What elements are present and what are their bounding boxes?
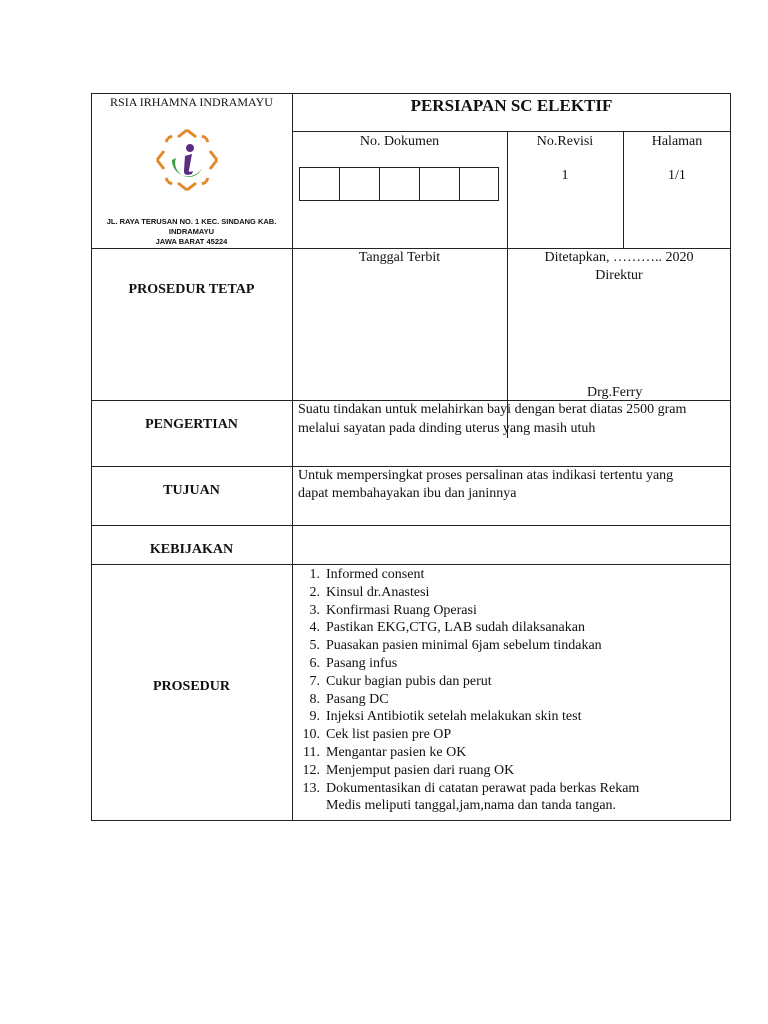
- tujuan-label: TUJUAN: [163, 483, 220, 498]
- list-item: [296, 726, 639, 744]
- list-number: 9.: [309, 709, 320, 725]
- list-item-continuation: Medis meliputi tanggal,jam,nama dan tanda tangan.: [326, 798, 617, 814]
- list-text: Cukur bagian pubis dan perut: [326, 673, 492, 689]
- list-item: [296, 744, 639, 762]
- list-number: 12.: [302, 762, 320, 778]
- pengertian-label: PENGERTIAN: [145, 417, 238, 432]
- list-number: 8.: [309, 691, 320, 707]
- list-item: [296, 602, 639, 620]
- list-text: Kinsul dr.Anastesi: [326, 584, 430, 600]
- list-number: 2.: [309, 584, 320, 600]
- no-revisi-value: 1: [561, 168, 569, 183]
- list-number: 13.: [302, 780, 320, 796]
- list-item: [296, 708, 639, 726]
- title-divider: [292, 131, 731, 132]
- list-text: Menjemput pasien dari ruang OK: [326, 762, 515, 778]
- list-item: [296, 584, 639, 602]
- prosedur-tetap-label: PROSEDUR TETAP: [128, 282, 255, 297]
- list-item: [296, 637, 639, 655]
- halaman-label: Halaman: [651, 134, 703, 149]
- row-divider: [91, 564, 731, 565]
- list-item: [296, 566, 639, 584]
- list-text: Cek list pasien pre OP: [326, 727, 452, 743]
- list-number: 5.: [309, 638, 320, 654]
- tanggal-terbit-label: Tanggal Terbit: [358, 250, 441, 265]
- address-line: JAWA BARAT 45224: [155, 237, 228, 246]
- direktur-text: Direktur: [595, 268, 643, 283]
- halaman-value: 1/1: [668, 168, 686, 183]
- no-dokumen-label: No. Dokumen: [359, 134, 440, 149]
- pengertian-text: Suatu tindakan untuk melahirkan bayi dengan berat diatas 2500 gram: [298, 402, 687, 417]
- list-item: [296, 780, 639, 798]
- header-divider: [91, 248, 731, 249]
- hospital-name: RSIA IRHAMNA INDRAMAYU: [110, 95, 273, 109]
- pengertian-text: melalui sayatan pada dinding uterus yang masih utuh: [298, 421, 596, 436]
- signatory-name: Drg.Ferry: [587, 385, 643, 400]
- list-item: [296, 673, 639, 691]
- list-number: 6.: [309, 655, 320, 671]
- page-title: PERSIAPAN SC ELEKTIF: [410, 96, 613, 115]
- no-revisi-label: No.Revisi: [536, 134, 594, 149]
- list-text: Puasakan pasien minimal 6jam sebelum tindakan: [326, 638, 602, 654]
- list-number: 3.: [309, 602, 320, 618]
- prosedur-label: PROSEDUR: [152, 679, 230, 694]
- tujuan-text: Untuk mempersingkat proses persalinan atas indikasi tertentu yang: [298, 468, 674, 483]
- list-text: Informed consent: [326, 567, 425, 582]
- list-number: 11.: [303, 744, 320, 760]
- list-item: [296, 691, 639, 709]
- list-text: Injeksi Antibiotik setelah melakukan skin test: [326, 709, 582, 725]
- list-item: [296, 619, 639, 637]
- list-number: 10.: [302, 727, 320, 743]
- address-line: JL. RAYA TERUSAN NO. 1 KEC. SINDANG KAB.: [106, 217, 277, 226]
- list-text: Pasang infus: [326, 655, 398, 671]
- list-text: Pasang DC: [326, 691, 389, 707]
- list-text: Mengantar pasien ke OK: [326, 744, 467, 760]
- list-number: 1.: [309, 567, 320, 582]
- address-line: INDRAMAYU: [168, 227, 215, 236]
- prosedur-list: [296, 566, 639, 815]
- list-text: Pastikan EKG,CTG, LAB sudah dilaksanakan: [326, 620, 585, 636]
- list-item: [296, 655, 639, 673]
- list-number: 7.: [309, 673, 320, 689]
- list-number: 4.: [309, 620, 320, 636]
- hospital-logo: [152, 126, 222, 194]
- kebijakan-label: KEBIJAKAN: [149, 542, 234, 557]
- sop-document: [91, 93, 731, 821]
- ditetapkan-text: Ditetapkan, ……….. 2020: [544, 250, 694, 265]
- list-item: [296, 762, 639, 780]
- row-divider: [91, 525, 731, 526]
- tujuan-text: dapat membahayakan ibu dan janinnya: [298, 486, 517, 501]
- row-divider: [91, 466, 731, 467]
- no-dokumen-boxes: [299, 167, 499, 201]
- list-text: Dokumentasikan di catatan perawat pada berkas Rekam: [326, 780, 640, 796]
- column-divider: [292, 93, 293, 821]
- list-text: Konfirmasi Ruang Operasi: [326, 602, 477, 618]
